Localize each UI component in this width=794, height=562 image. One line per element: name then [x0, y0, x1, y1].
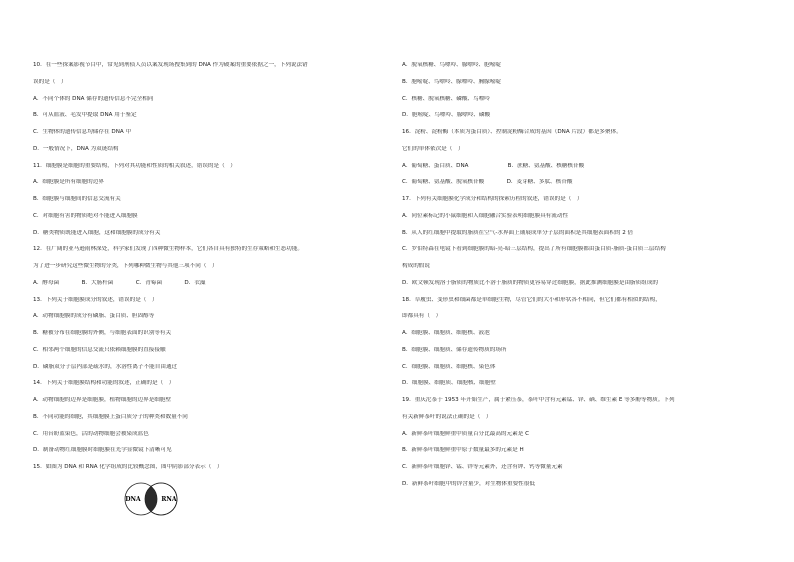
text-line: C．生物体的遗传信息均储存在 DNA 中	[33, 129, 132, 135]
text-line: B．胞嘧啶、鸟嘌呤、腺嘌呤、胸腺嘧啶	[402, 78, 501, 85]
text-line: 有关新鲜茶叶的说法正确的是（ ）	[402, 413, 492, 420]
text-line: A．同位素标记的小鼠细胞和人细胞融合实验表明细胞膜具有流动性	[402, 212, 569, 219]
text-line: 即都具有（ ）	[402, 313, 442, 320]
text-line: B．细胞膜与细胞间的信息交流有关	[33, 196, 121, 202]
text-line: C．葡萄糖、氨基酸、脱氧核苷酸 D．麦芽糖、多肽、核苷酸	[402, 179, 573, 186]
text-line: 13．下列关于细胞膜成分的叙述，错误的是（ ）	[33, 296, 158, 303]
text-line: C．罗伯特森在电镜下看到细胞膜的暗-亮-暗三层结构，提出了所有细胞膜都由蛋白质-脂质-蛋白质三层结构	[402, 246, 666, 253]
text-line: D．欧文顿发现溶于脂质的物质比不溶于脂质的物质更容易穿过细胞膜，据此推测细胞膜是由脂质组成的	[402, 279, 659, 286]
text-line: B．新鲜茶叶细胞鲜重中原子数量最多的元素是 H	[402, 447, 524, 454]
text-line: C．细胞膜、细胞质、细胞核、染色体	[402, 363, 496, 370]
text-line: B．可从血液、毛发中提取 DNA 用于鉴定	[33, 112, 137, 119]
text-line: 构成的假说	[402, 263, 430, 269]
dna-rna-venn-diagram	[33, 481, 388, 517]
text-line: D．制备动物红细胞膜时细胞膜在光学显微镜下清晰可见	[33, 447, 172, 454]
text-line: A．酵母菌 B．大肠杆菌 C．青霉菌 D．衣藻	[33, 279, 206, 286]
text-line: C．用台盼蓝染色，活的动物细胞会被染成蓝色	[33, 430, 149, 437]
text-line: 为了进一步研究这些微生物的分类，下列哪种微生物与其他三项不同（ ）	[33, 263, 218, 269]
text-line: 16．淀粉、淀粉酶（本质为蛋白质）、控制淀粉酶合成的基因（DNA 片段）都是多聚体。	[402, 129, 622, 135]
venn-dna-label: DNA	[125, 495, 141, 503]
text-line: 18．草履虫、变形虫和细菌都是单细胞生物，尽管它们的大小和形状各不相同，但它们都有相似的结构，	[402, 296, 661, 303]
text-line: A．脱氧核糖、鸟嘌呤、腺嘌呤、胞嘧啶	[402, 62, 501, 68]
text-line: A．新鲜茶叶细胞鲜重中质量百分比最高的元素是 C	[402, 430, 529, 437]
text-line: D．一般情况下，DNA 为双链结构	[33, 145, 119, 152]
text-line: D．糖类物质既能进入细胞，这和细胞膜的成分有关	[33, 229, 161, 236]
text-line: D．胞嘧啶、鸟嘌呤、腺嘌呤、磷酸	[402, 112, 491, 119]
text-line: C．相邻两个细胞的信息交流只依赖细胞膜的直接接触	[33, 346, 166, 353]
text-line: 误的是（ ）	[33, 78, 67, 85]
text-line: D．细胞膜、细胞质、细胞核、细胞壁	[402, 380, 496, 387]
text-line: 它们的单体依次是（ ）	[402, 145, 464, 152]
text-line: D．磷脂双分子层内部是疏水的，水溶性离子不能自由通过	[33, 363, 178, 370]
text-line: A．动物细胞的边界是细胞膜，植物细胞的边界是细胞壁	[33, 397, 172, 403]
text-line: 17．下列有关细胞膜化学成分和结构的探索历程的叙述，错误的是（ ）	[402, 196, 583, 202]
text-line: C．核糖、脱氧核糖、磷酸、鸟嘌呤	[402, 95, 490, 102]
text-line: A．动物细胞膜的成分有磷脂、蛋白质、胆固醇等	[33, 313, 155, 320]
left-column	[33, 62, 388, 517]
text-line: B．细胞膜、细胞质、储存遗传物质的场所	[402, 346, 507, 353]
text-line: B．从人的红细胞中提取的脂质在空气-水界面上铺展成单分子层的面积是其细胞表面积的 2 倍	[402, 229, 634, 236]
text-line: 15．如图为 DNA 和 RNA 化学组成的比较概念图，图中阴影部分表示（ ）	[33, 464, 223, 470]
venn-rna-label: RNA	[161, 495, 177, 503]
text-line: C．对细胞有害的物质绝对不能进入细胞膜	[33, 212, 138, 219]
text-line: B．不同功能的细胞，其细胞膜上蛋白质分子的种类和数量不同	[33, 413, 188, 420]
right-column	[402, 62, 757, 498]
text-line: D．新鲜茶叶细胞中的锌含量少，对生物体重要性很低	[402, 480, 535, 487]
text-line: B．糖被分布在细胞膜的外侧，与细胞表面的识别等有关	[33, 330, 172, 336]
text-line: 11．细胞膜是细胞的重要结构，下列对其功能和性质的相关叙述，错误的是（ ）	[33, 162, 236, 169]
text-line: A．细胞膜、细胞质、细胞核、液泡	[402, 330, 490, 336]
text-line: 12．在广阔的亚马逊雨林深处，科学家们发现了四种微生物样本，它们各自具有独特的生存策略和生态功能。	[33, 246, 304, 253]
text-line: A．不同个体的 DNA 储存的遗传信息不完全相同	[33, 95, 154, 102]
text-line: 10．在一些探案影视节目中，常见到刑侦人员以案发现场搜集到的 DNA 作为破案的重要依据之一，下列说法错	[33, 62, 308, 68]
text-line: 14．下列关于细胞膜结构和功能的叙述，正确的是（ ）	[33, 380, 175, 387]
text-line: A．葡萄糖、蛋白质、DNA B．蔗糖、氨基酸、核糖核苷酸	[402, 162, 585, 169]
text-line: C．新鲜茶叶细胞锌、锰、锌等元素外，还含有钾、钙等微量元素	[402, 464, 563, 470]
text-line: 19．重庆沱茶于 1953 年开始生产，属于紧压茶，茶叶中含有元素锰、锌、硒、维生素 E 等多酚等物质。下列	[402, 397, 675, 403]
text-line: A．细胞膜是所有细胞的边界	[33, 179, 104, 186]
